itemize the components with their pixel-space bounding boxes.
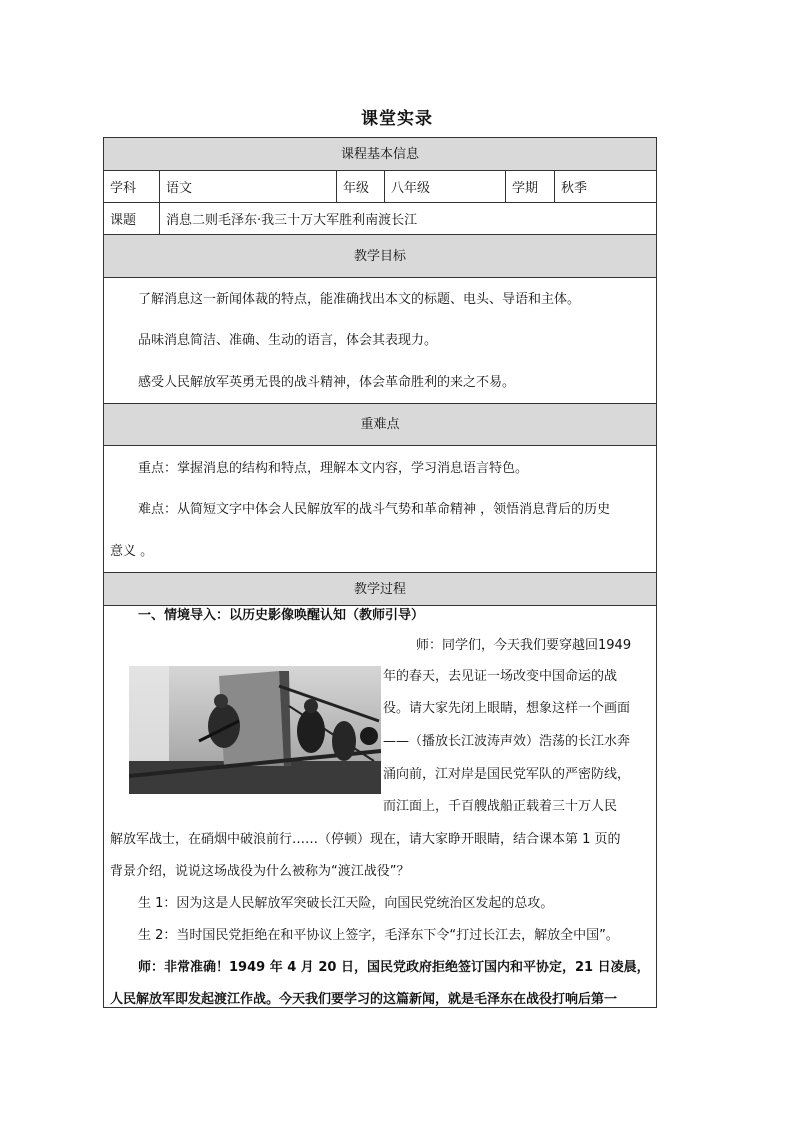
difficult-point-cont: 意义 。: [110, 544, 154, 559]
goal-item: 感受人民解放军英勇无畏的战斗精神，体会革命胜利的来之不易。: [138, 375, 516, 390]
subject-value: 语文: [160, 171, 337, 202]
teacher-line: 年的春天，去见证一场改变中国命运的战: [383, 669, 618, 684]
teacher-line: ——（播放长江波涛声效）浩荡的长江水奔: [383, 734, 631, 749]
info-row-2: [104, 203, 656, 235]
student-answer: 生 2：当时国民党拒绝在和平协议上签字，毛泽东下令“打过长江去，解放全中国”。: [138, 928, 619, 943]
teacher-line: 而江面上，千百艘战船正载着三十万人民: [383, 799, 618, 814]
teacher-line: 师：同学们，今天我们要穿越回1949: [416, 638, 632, 653]
teacher-line-full: 解放军战士，在硝烟中破浪前行……（停顿）现在，请大家睁开眼睛，结合课本第 1 页的: [110, 832, 621, 847]
teacher-line: 役。请大家先闭上眼睛，想象这样一个画面: [383, 701, 631, 716]
student-answer: 生 1：因为这是人民解放军突破长江天险，向国民党统治区发起的总攻。: [138, 896, 554, 911]
goal-item: 品味消息简洁、准确、生动的语言，体会其表现力。: [138, 333, 438, 348]
lesson-table: [103, 137, 657, 1008]
subject-label: 学科: [104, 171, 160, 202]
section-title: 教学过程: [353, 582, 406, 597]
teacher-response: 师：非常准确！1949 年 4 月 20 日，国民党政府拒绝签订国内和平协定，21 日凌晨，: [138, 960, 650, 975]
section-title: 课程基本信息: [340, 147, 419, 162]
term-label: 学期: [506, 171, 555, 202]
term-value: 秋季: [561, 181, 588, 196]
process-heading: 一、情境导入：以历史影像唤醒认知（教师引导）: [138, 608, 425, 623]
info-row-1: [104, 171, 656, 203]
section-header-key: [104, 404, 656, 446]
grade-label: 年级: [337, 171, 385, 202]
key-points-cell: [104, 446, 656, 573]
grade-value: 八年级: [385, 171, 506, 202]
section-header-basic: [104, 138, 656, 171]
section-header-process: [104, 573, 656, 606]
section-title: 教学目标: [353, 249, 406, 264]
historical-photo: [129, 666, 381, 794]
goals-cell: [104, 278, 656, 404]
goal-item: 了解消息这一新闻体裁的特点，能准确找出本文的标题、电头、导语和主体。: [138, 292, 581, 307]
section-title: 重难点: [360, 417, 400, 432]
topic-value: 消息二则毛泽东·我三十万大军胜利南渡长江: [166, 213, 418, 228]
key-point: 重点：掌握消息的结构和特点，理解本文内容，学习消息语言特色。: [138, 461, 529, 476]
difficult-point: 难点：从简短文字中体会人民解放军的战斗气势和革命精神 ，领悟消息背后的历史: [138, 502, 611, 517]
section-header-goals: [104, 235, 656, 278]
page-title: 课堂实录: [361, 109, 433, 129]
teacher-line: 涌向前，江对岸是国民党军队的严密防线，: [383, 767, 631, 782]
teacher-response-cont: 人民解放军即发起渡江作战。今天我们要学习的这篇新闻，就是毛泽东在战役打响后第一: [110, 992, 618, 1007]
topic-label: 课题: [104, 203, 160, 234]
teacher-line-full: 背景介绍，说说这场战役为什么被称为“渡江战役”？: [110, 864, 410, 879]
process-cell: [104, 606, 656, 1008]
